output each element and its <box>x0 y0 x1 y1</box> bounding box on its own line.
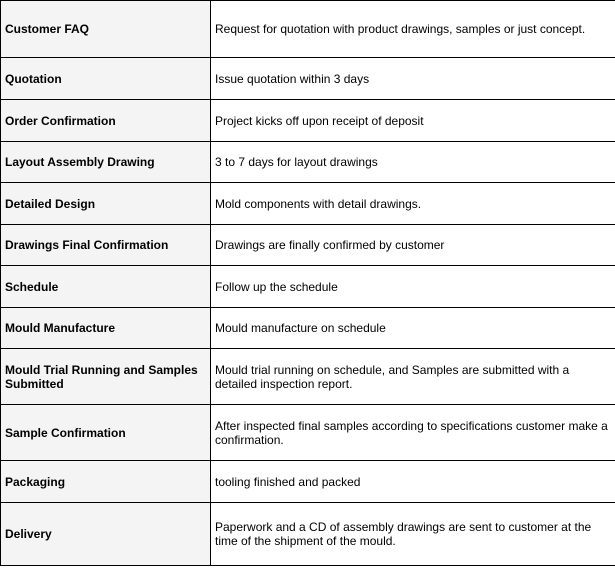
description-cell: Mould manufacture on schedule <box>211 308 615 349</box>
table-row <box>1 349 615 405</box>
table-row <box>1 1 615 58</box>
step-cell: Layout Assembly Drawing <box>1 142 211 183</box>
description-cell: Issue quotation within 3 days <box>211 58 615 100</box>
table-row <box>1 225 615 266</box>
description-cell: 3 to 7 days for layout drawings <box>211 142 615 183</box>
description-cell: Mould trial running on schedule, and Samples are submitted with a detailed inspection report. <box>211 349 615 405</box>
table-row <box>1 405 615 461</box>
step-cell: Order Confirmation <box>1 100 211 142</box>
step-cell: Customer FAQ <box>1 1 211 58</box>
step-cell: Mould Manufacture <box>1 308 211 349</box>
description-cell: Request for quotation with product drawings, samples or just concept. <box>211 1 615 58</box>
description-cell: Drawings are finally confirmed by customer <box>211 225 615 266</box>
step-cell: Mould Trial Running and Samples Submitted <box>1 349 211 405</box>
step-cell: Delivery <box>1 503 211 566</box>
table-row <box>1 142 615 183</box>
description-cell: Paperwork and a CD of assembly drawings are sent to customer at the time of the shipment of the mould. <box>211 503 615 566</box>
table-row <box>1 100 615 142</box>
step-cell: Drawings Final Confirmation <box>1 225 211 266</box>
table-row <box>1 266 615 308</box>
table-row <box>1 461 615 503</box>
step-cell: Detailed Design <box>1 183 211 225</box>
step-cell: Schedule <box>1 266 211 308</box>
step-cell: Sample Confirmation <box>1 405 211 461</box>
description-cell: Follow up the schedule <box>211 266 615 308</box>
table-row <box>1 308 615 349</box>
description-cell: Mold components with detail drawings. <box>211 183 615 225</box>
step-cell: Packaging <box>1 461 211 503</box>
table-row <box>1 58 615 100</box>
description-cell: tooling finished and packed <box>211 461 615 503</box>
description-cell: After inspected final samples according to specifications customer make a confirmation. <box>211 405 615 461</box>
table-row <box>1 503 615 566</box>
step-cell: Quotation <box>1 58 211 100</box>
description-cell: Project kicks off upon receipt of deposit <box>211 100 615 142</box>
table-row <box>1 183 615 225</box>
